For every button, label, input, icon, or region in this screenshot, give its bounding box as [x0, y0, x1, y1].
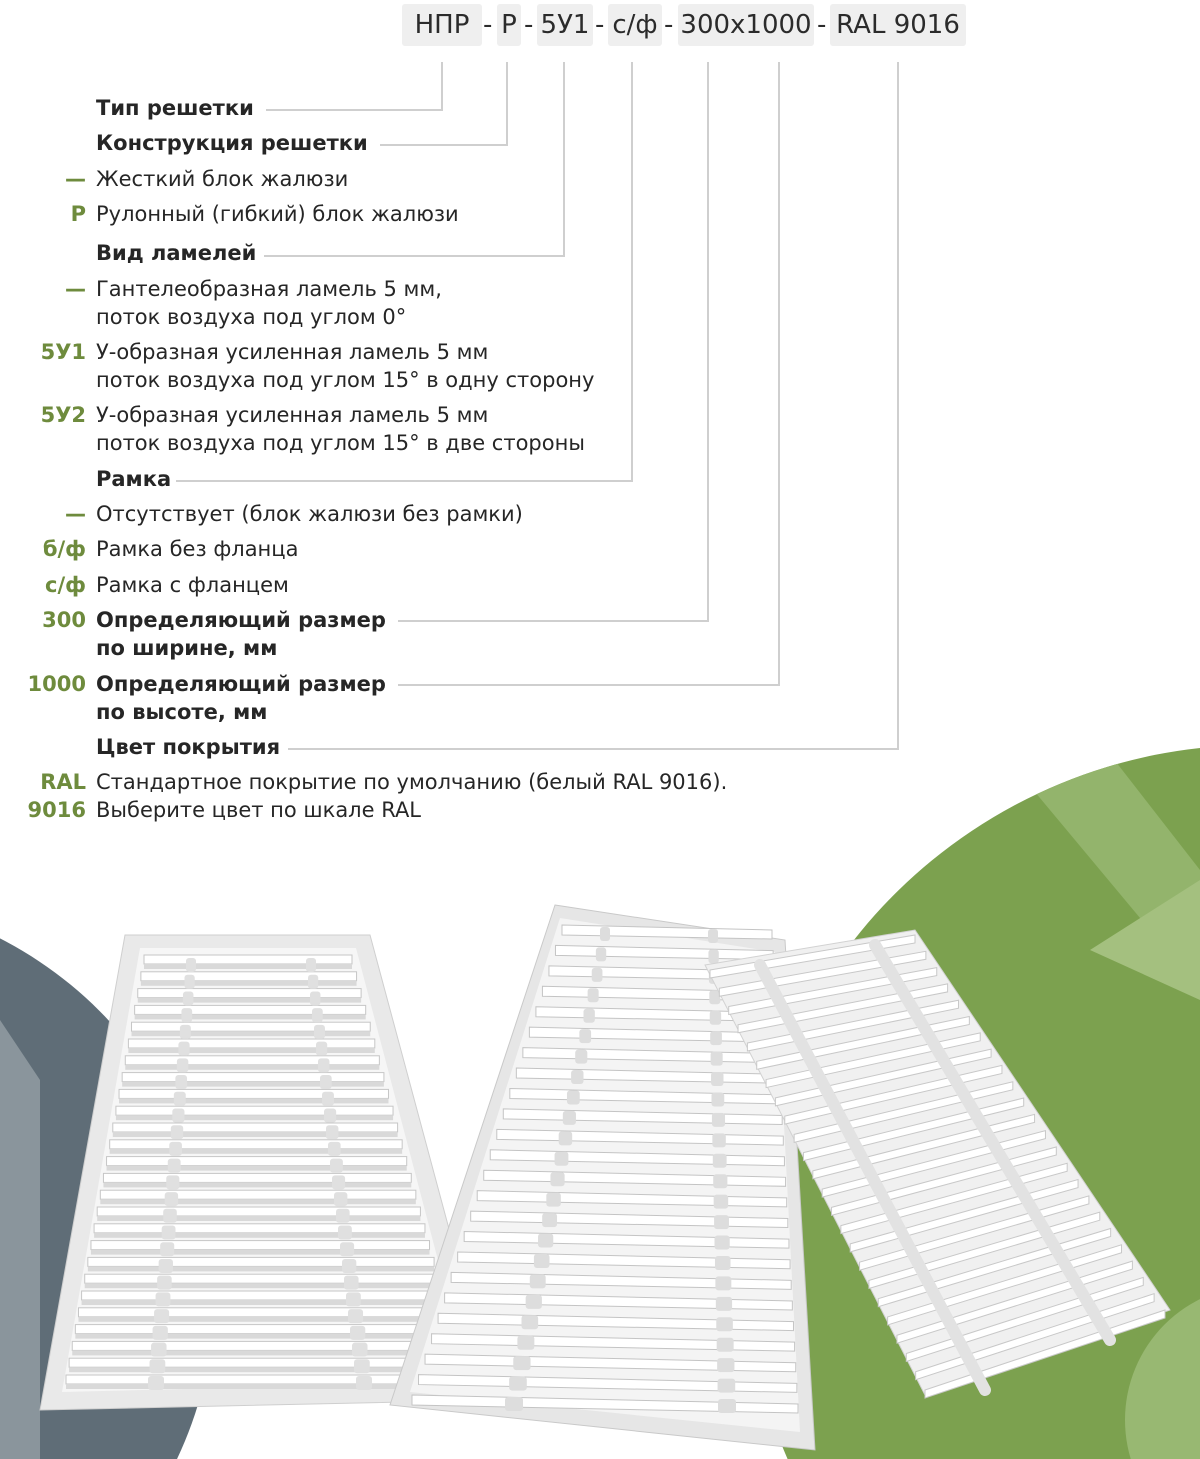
- code-part-type: НПР: [402, 4, 482, 46]
- lamella-code-1: —: [65, 277, 86, 301]
- width-title-line1: Определяющий размер: [96, 608, 386, 632]
- frame-option-2: Рамка без фланца: [96, 537, 299, 561]
- code-separator: -: [595, 10, 605, 40]
- frame-code-3: с/ф: [45, 573, 86, 597]
- connector-width: [707, 62, 709, 622]
- code-part-frame: с/ф: [608, 4, 662, 46]
- code-separator: -: [524, 10, 534, 40]
- lamella-option-2-line1: У-образная усиленная ламель 5 мм: [96, 340, 489, 364]
- construction-option-1: Жесткий блок жалюзи: [96, 167, 349, 191]
- lamella-option-2-line2: поток воздуха под углом 15° в одну сторону: [96, 368, 595, 392]
- height-title-line1: Определяющий размер: [96, 672, 386, 696]
- construction-code-1: —: [65, 167, 86, 191]
- height-code: 1000: [27, 672, 86, 696]
- lamella-option-1-line1: Гантелеобразная ламель 5 мм,: [96, 277, 442, 301]
- code-part-size: 300x1000: [678, 4, 814, 46]
- color-desc-line1: Стандартное покрытие по умолчанию (белый RAL 9016).: [96, 770, 728, 794]
- connector-frame-h: [176, 480, 633, 482]
- lamella-option-1-line2: поток воздуха под углом 0°: [96, 305, 407, 329]
- frame-code-1: —: [65, 502, 86, 526]
- construction-code-2: Р: [70, 202, 86, 226]
- connector-lamella: [563, 62, 565, 257]
- code-part-color: RAL 9016: [830, 4, 966, 46]
- code-separator: -: [483, 10, 493, 40]
- connector-color-h: [288, 748, 899, 750]
- color-desc-line2: Выберите цвет по шкале RAL: [96, 798, 422, 822]
- connector-height: [778, 62, 780, 686]
- connector-construction-h: [380, 144, 508, 146]
- lamella-code-3: 5У2: [40, 403, 86, 427]
- connector-color: [897, 62, 899, 750]
- color-code-line2: 9016: [27, 798, 86, 822]
- width-code: 300: [42, 608, 86, 632]
- connector-construction: [506, 62, 508, 146]
- construction-option-2: Рулонный (гибкий) блок жалюзи: [96, 202, 459, 226]
- frame-title: Рамка: [96, 467, 172, 491]
- code-separator: -: [664, 10, 674, 40]
- connector-lamella-h: [264, 255, 565, 257]
- frame-code-2: б/ф: [42, 537, 86, 561]
- type-title: Тип решетки: [96, 96, 254, 120]
- connector-type: [441, 62, 443, 111]
- color-code-line1: RAL: [40, 770, 86, 794]
- connector-frame: [631, 62, 633, 482]
- frame-option-3: Рамка с фланцем: [96, 573, 289, 597]
- lamella-code-2: 5У1: [40, 340, 86, 364]
- lamella-title: Вид ламелей: [96, 241, 257, 265]
- connector-width-h: [398, 620, 709, 622]
- connector-type-h: [266, 109, 443, 111]
- frame-option-1: Отсутствует (блок жалюзи без рамки): [96, 502, 523, 526]
- width-title-line2: по ширине, мм: [96, 636, 278, 660]
- construction-title: Конструкция решетки: [96, 131, 368, 155]
- code-part-lamella: 5У1: [537, 4, 593, 46]
- code-separator: -: [817, 10, 827, 40]
- color-title: Цвет покрытия: [96, 735, 281, 759]
- lamella-option-3-line2: поток воздуха под углом 15° в две стороны: [96, 431, 585, 455]
- height-title-line2: по высоте, мм: [96, 700, 268, 724]
- code-part-construction: Р: [497, 4, 521, 46]
- lamella-option-3-line1: У-образная усиленная ламель 5 мм: [96, 403, 489, 427]
- connector-height-h: [398, 684, 780, 686]
